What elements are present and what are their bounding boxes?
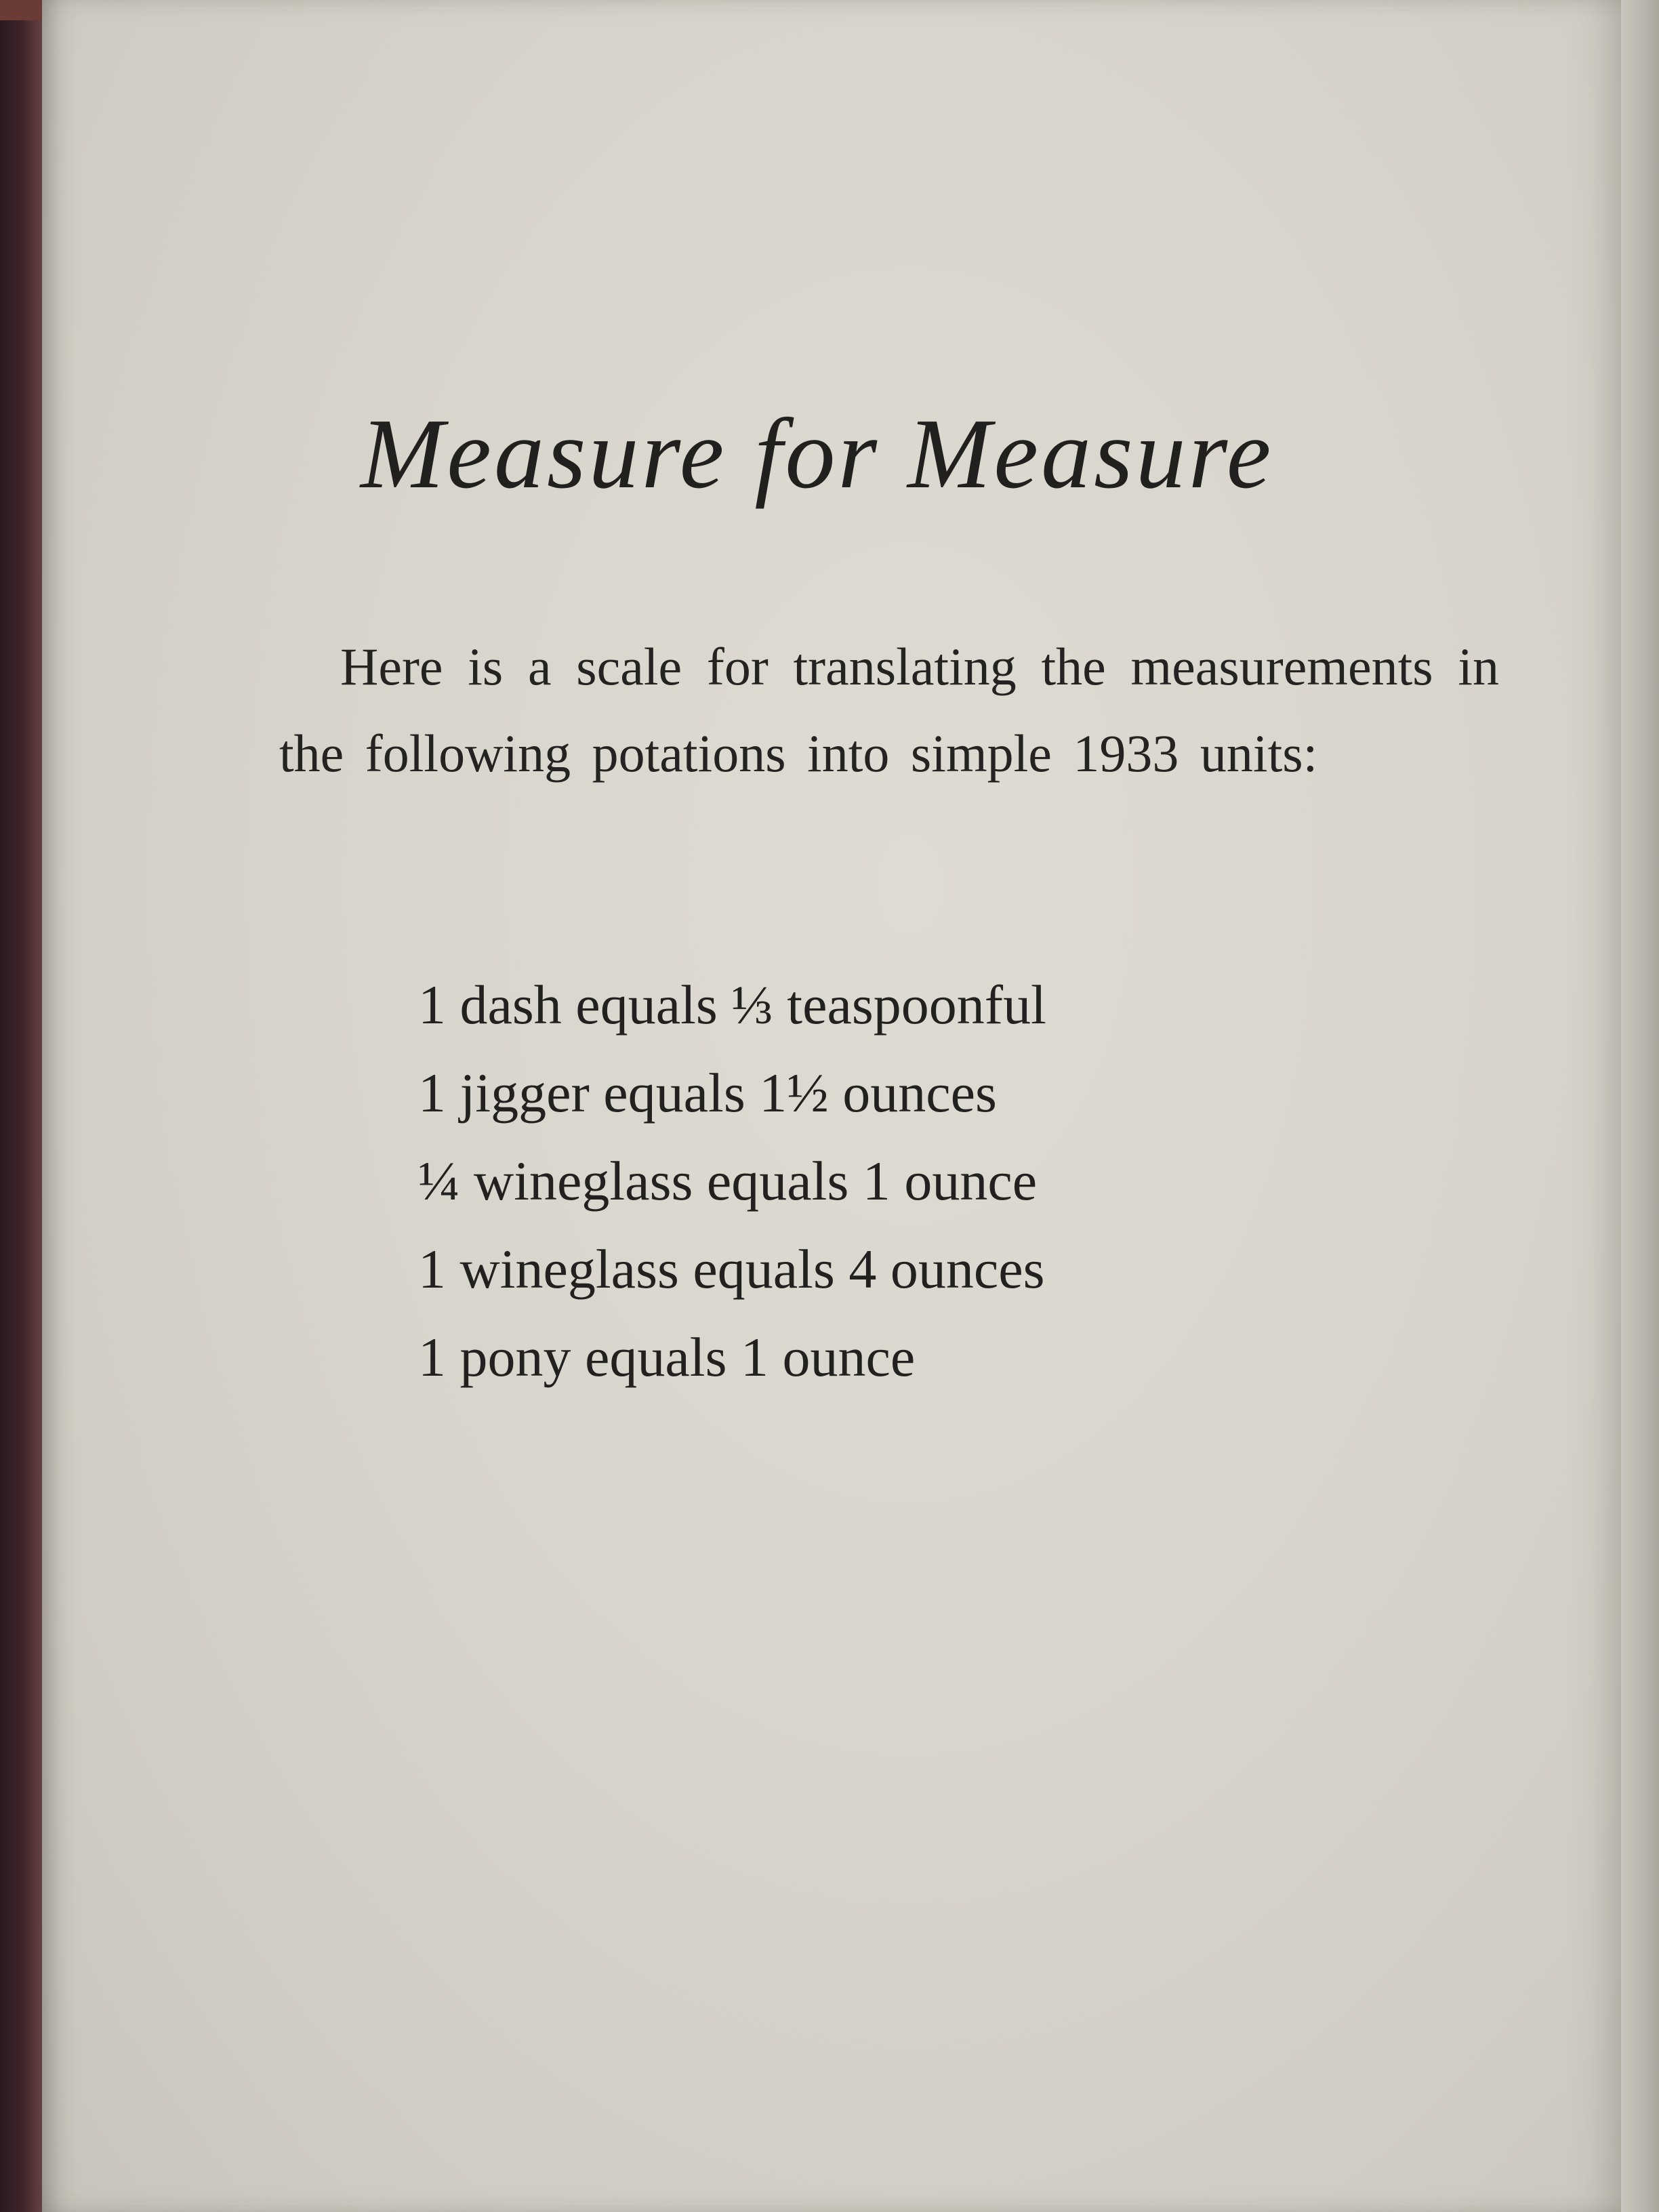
scale-item-quarter-wineglass: ¼ wineglass equals 1 ounce (418, 1150, 1038, 1212)
page-content (42, 0, 1621, 2212)
scale-item-wineglass: 1 wineglass equals 4 ounces (418, 1238, 1045, 1300)
book-page (42, 0, 1621, 2212)
page-title: Measure for Measure (361, 398, 1274, 510)
scale-item-dash: 1 dash equals ⅓ teaspoonful (418, 974, 1046, 1036)
page-stack-edge (1621, 0, 1659, 2212)
scale-item-pony: 1 pony equals 1 ounce (418, 1326, 916, 1388)
scale-item-jigger: 1 jigger equals 1½ ounces (418, 1062, 997, 1124)
measurement-scale-list (418, 961, 1299, 1401)
intro-paragraph: Here is a scale for translating the measurements in the following potations into simple 1933 units: (279, 637, 1499, 783)
